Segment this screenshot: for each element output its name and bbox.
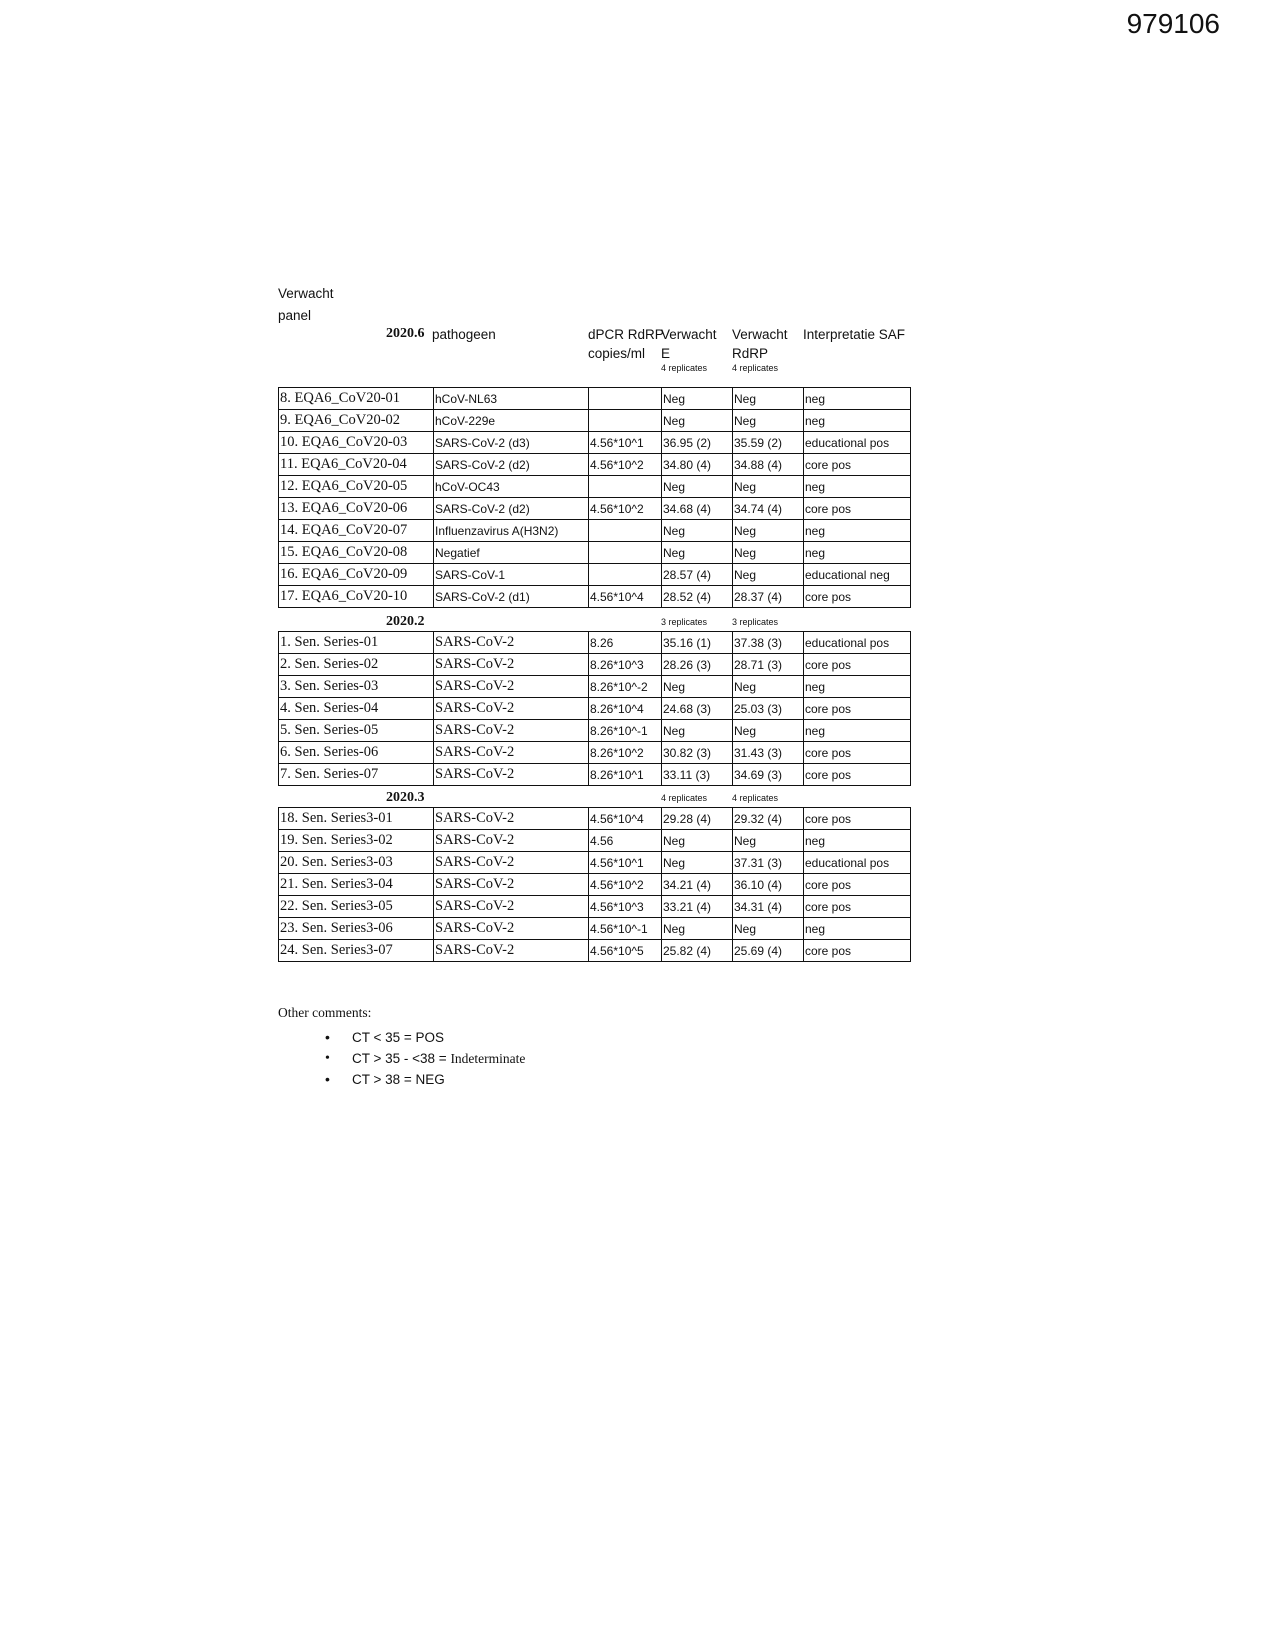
table-row: [279, 720, 911, 742]
comment-text: [352, 1051, 525, 1066]
other-comments: [278, 1005, 525, 1090]
section-2-e-replicates: 3 replicates: [661, 617, 708, 627]
header-e-replicates: 4 replicates: [661, 363, 708, 373]
cell-interpretation: neg: [804, 410, 911, 432]
table-row: [279, 940, 911, 962]
cell-dpcr-copies: 4.56*10^-1: [589, 918, 662, 940]
table-row: [279, 698, 911, 720]
cell-sample-name: 20. Sen. Series3-03: [279, 852, 434, 874]
cell-expected-e: 34.21 (4): [662, 874, 733, 896]
cell-interpretation: neg: [804, 720, 911, 742]
cell-interpretation: core pos: [804, 698, 911, 720]
cell-expected-e: 34.80 (4): [662, 454, 733, 476]
table-row: [279, 654, 911, 676]
cell-expected-e: 33.11 (3): [662, 764, 733, 786]
cell-pathogen: SARS-CoV-2: [434, 676, 589, 698]
cell-dpcr-copies: [589, 410, 662, 432]
cell-expected-rdrp: 29.32 (4): [733, 808, 804, 830]
cell-sample-name: 8. EQA6_CoV20-01: [279, 388, 434, 410]
header-dpcr: [588, 325, 664, 363]
comment-text-part: Indeterminate: [450, 1051, 526, 1066]
cell-interpretation: core pos: [804, 454, 911, 476]
cell-expected-e: 35.16 (1): [662, 632, 733, 654]
cell-sample-name: 21. Sen. Series3-04: [279, 874, 434, 896]
table-row: [279, 632, 911, 654]
table-row: [279, 476, 911, 498]
panel-label-line-2: panel: [278, 308, 312, 323]
table-row: [279, 542, 911, 564]
cell-dpcr-copies: 4.56*10^4: [589, 808, 662, 830]
table-row: [279, 742, 911, 764]
section-3-e-replicates: 4 replicates: [661, 793, 708, 803]
cell-expected-rdrp: Neg: [733, 520, 804, 542]
cell-pathogen: Influenzavirus A(H3N2): [434, 520, 589, 542]
cell-dpcr-copies: 4.56*10^4: [589, 586, 662, 608]
cell-expected-rdrp: Neg: [733, 410, 804, 432]
cell-sample-name: 7. Sen. Series-07: [279, 764, 434, 786]
table-row: [279, 874, 911, 896]
header-rdrp: [732, 325, 788, 374]
section-2-rdrp-replicates: 3 replicates: [732, 617, 779, 627]
cell-interpretation: neg: [804, 388, 911, 410]
cell-dpcr-copies: 8.26*10^2: [589, 742, 662, 764]
cell-pathogen: SARS-CoV-2: [434, 764, 589, 786]
cell-pathogen: hCoV-OC43: [434, 476, 589, 498]
header-dpcr-line-2: copies/ml: [588, 346, 646, 361]
cell-expected-rdrp: Neg: [733, 388, 804, 410]
cell-expected-e: 24.68 (3): [662, 698, 733, 720]
cell-expected-e: Neg: [662, 852, 733, 874]
comments-title: Other comments:: [278, 1005, 372, 1020]
header-e-line-2: E: [661, 346, 671, 361]
cell-pathogen: SARS-CoV-2: [434, 808, 589, 830]
results-table-2020-2: [278, 631, 911, 786]
cell-expected-rdrp: Neg: [733, 476, 804, 498]
cell-interpretation: core pos: [804, 764, 911, 786]
table-row: [279, 454, 911, 476]
cell-dpcr-copies: 8.26*10^-2: [589, 676, 662, 698]
cell-interpretation: core pos: [804, 808, 911, 830]
cell-dpcr-copies: 4.56: [589, 830, 662, 852]
cell-pathogen: SARS-CoV-2: [434, 874, 589, 896]
cell-pathogen: SARS-CoV-2: [434, 742, 589, 764]
cell-interpretation: core pos: [804, 896, 911, 918]
cell-sample-name: 11. EQA6_CoV20-04: [279, 454, 434, 476]
cell-interpretation: educational pos: [804, 432, 911, 454]
cell-interpretation: neg: [804, 830, 911, 852]
table-row: [279, 764, 911, 786]
cell-expected-e: Neg: [662, 830, 733, 852]
cell-dpcr-copies: 4.56*10^3: [589, 896, 662, 918]
cell-interpretation: neg: [804, 676, 911, 698]
cell-interpretation: core pos: [804, 742, 911, 764]
cell-expected-e: Neg: [662, 388, 733, 410]
cell-dpcr-copies: 4.56*10^2: [589, 454, 662, 476]
table-row: [279, 896, 911, 918]
cell-sample-name: 2. Sen. Series-02: [279, 654, 434, 676]
cell-sample-name: 1. Sen. Series-01: [279, 632, 434, 654]
cell-expected-e: 28.26 (3): [662, 654, 733, 676]
header-e: [661, 325, 717, 374]
cell-expected-e: Neg: [662, 918, 733, 940]
cell-expected-rdrp: 35.59 (2): [733, 432, 804, 454]
cell-sample-name: 22. Sen. Series3-05: [279, 896, 434, 918]
cell-interpretation: educational neg: [804, 564, 911, 586]
cell-dpcr-copies: 4.56*10^2: [589, 498, 662, 520]
cell-expected-e: 28.57 (4): [662, 564, 733, 586]
table-row: [279, 918, 911, 940]
cell-interpretation: neg: [804, 476, 911, 498]
cell-dpcr-copies: 8.26: [589, 632, 662, 654]
cell-pathogen: SARS-CoV-2: [434, 698, 589, 720]
comment-text: CT > 38 = NEG: [352, 1072, 445, 1087]
cell-pathogen: SARS-CoV-2: [434, 632, 589, 654]
cell-pathogen: hCoV-229e: [434, 410, 589, 432]
results-table-2020-6: [278, 387, 911, 608]
cell-dpcr-copies: [589, 388, 662, 410]
cell-dpcr-copies: 8.26*10^4: [589, 698, 662, 720]
cell-pathogen: SARS-CoV-2 (d2): [434, 454, 589, 476]
cell-interpretation: educational pos: [804, 632, 911, 654]
cell-expected-rdrp: 34.88 (4): [733, 454, 804, 476]
section-year-2020-2: 2020.2: [386, 614, 425, 629]
comment-item: [278, 1069, 525, 1090]
table-row: [279, 564, 911, 586]
table-row: [279, 830, 911, 852]
cell-expected-rdrp: Neg: [733, 676, 804, 698]
cell-sample-name: 3. Sen. Series-03: [279, 676, 434, 698]
cell-expected-e: 29.28 (4): [662, 808, 733, 830]
bullet-icon: •: [325, 1051, 330, 1066]
cell-interpretation: core pos: [804, 940, 911, 962]
cell-expected-e: 30.82 (3): [662, 742, 733, 764]
cell-expected-rdrp: 34.69 (3): [733, 764, 804, 786]
header-rdrp-replicates: 4 replicates: [732, 363, 779, 373]
cell-expected-e: Neg: [662, 720, 733, 742]
cell-sample-name: 24. Sen. Series3-07: [279, 940, 434, 962]
cell-sample-name: 6. Sen. Series-06: [279, 742, 434, 764]
cell-expected-rdrp: Neg: [733, 564, 804, 586]
section-year-2020-6: 2020.6: [386, 326, 425, 341]
cell-sample-name: 5. Sen. Series-05: [279, 720, 434, 742]
cell-expected-e: Neg: [662, 542, 733, 564]
cell-pathogen: SARS-CoV-2: [434, 852, 589, 874]
panel-label: [278, 283, 334, 327]
results-table-body: [279, 388, 911, 608]
document-number: 979106: [1126, 8, 1220, 39]
cell-expected-rdrp: Neg: [733, 918, 804, 940]
cell-expected-rdrp: 31.43 (3): [733, 742, 804, 764]
header-interpretation: Interpretatie SAF: [803, 327, 906, 342]
cell-dpcr-copies: 8.26*10^-1: [589, 720, 662, 742]
results-table-body: [279, 808, 911, 962]
cell-pathogen: SARS-CoV-2: [434, 940, 589, 962]
bullet-icon: •: [325, 1071, 330, 1087]
cell-expected-rdrp: 37.31 (3): [733, 852, 804, 874]
cell-expected-e: Neg: [662, 676, 733, 698]
cell-sample-name: 17. EQA6_CoV20-10: [279, 586, 434, 608]
comment-item: [278, 1027, 525, 1048]
cell-dpcr-copies: 4.56*10^5: [589, 940, 662, 962]
cell-pathogen: SARS-CoV-2: [434, 918, 589, 940]
cell-expected-rdrp: 36.10 (4): [733, 874, 804, 896]
results-table-body: [279, 632, 911, 786]
cell-dpcr-copies: 8.26*10^1: [589, 764, 662, 786]
cell-expected-rdrp: 37.38 (3): [733, 632, 804, 654]
cell-dpcr-copies: 4.56*10^1: [589, 432, 662, 454]
cell-expected-e: 25.82 (4): [662, 940, 733, 962]
cell-sample-name: 4. Sen. Series-04: [279, 698, 434, 720]
cell-expected-e: 36.95 (2): [662, 432, 733, 454]
header-dpcr-line-1: dPCR RdRP: [588, 327, 664, 342]
cell-sample-name: 15. EQA6_CoV20-08: [279, 542, 434, 564]
cell-expected-rdrp: Neg: [733, 720, 804, 742]
table-row: [279, 586, 911, 608]
table-row: [279, 432, 911, 454]
cell-dpcr-copies: 4.56*10^1: [589, 852, 662, 874]
cell-expected-e: Neg: [662, 410, 733, 432]
cell-sample-name: 12. EQA6_CoV20-05: [279, 476, 434, 498]
section-year-2020-3: 2020.3: [386, 790, 425, 805]
cell-expected-rdrp: 28.71 (3): [733, 654, 804, 676]
cell-sample-name: 13. EQA6_CoV20-06: [279, 498, 434, 520]
cell-dpcr-copies: 8.26*10^3: [589, 654, 662, 676]
cell-pathogen: SARS-CoV-2: [434, 830, 589, 852]
cell-expected-rdrp: 34.31 (4): [733, 896, 804, 918]
cell-sample-name: 18. Sen. Series3-01: [279, 808, 434, 830]
cell-interpretation: neg: [804, 918, 911, 940]
cell-expected-e: 33.21 (4): [662, 896, 733, 918]
table-row: [279, 498, 911, 520]
table-row: [279, 676, 911, 698]
cell-expected-rdrp: 34.74 (4): [733, 498, 804, 520]
header-rdrp-line-2: RdRP: [732, 346, 769, 361]
header-pathogen: pathogeen: [432, 327, 496, 342]
cell-expected-rdrp: Neg: [733, 830, 804, 852]
table-row: [279, 808, 911, 830]
cell-expected-rdrp: 25.69 (4): [733, 940, 804, 962]
cell-pathogen: SARS-CoV-2: [434, 896, 589, 918]
cell-expected-e: Neg: [662, 476, 733, 498]
table-row: [279, 852, 911, 874]
cell-pathogen: SARS-CoV-2: [434, 720, 589, 742]
comment-item: [278, 1048, 525, 1069]
cell-pathogen: SARS-CoV-2 (d2): [434, 498, 589, 520]
cell-pathogen: hCoV-NL63: [434, 388, 589, 410]
cell-expected-e: Neg: [662, 520, 733, 542]
cell-dpcr-copies: 4.56*10^2: [589, 874, 662, 896]
comment-text: CT < 35 = POS: [352, 1030, 445, 1045]
cell-interpretation: core pos: [804, 586, 911, 608]
header-rdrp-line-1: Verwacht: [732, 327, 788, 342]
cell-dpcr-copies: [589, 542, 662, 564]
cell-sample-name: 14. EQA6_CoV20-07: [279, 520, 434, 542]
cell-sample-name: 10. EQA6_CoV20-03: [279, 432, 434, 454]
cell-interpretation: educational pos: [804, 852, 911, 874]
cell-sample-name: 23. Sen. Series3-06: [279, 918, 434, 940]
cell-pathogen: SARS-CoV-2 (d3): [434, 432, 589, 454]
cell-pathogen: SARS-CoV-2 (d1): [434, 586, 589, 608]
table-row: [279, 520, 911, 542]
comments-list: [278, 1027, 525, 1090]
cell-pathogen: Negatief: [434, 542, 589, 564]
cell-interpretation: core pos: [804, 874, 911, 896]
table-row: [279, 388, 911, 410]
cell-dpcr-copies: [589, 476, 662, 498]
cell-expected-rdrp: 25.03 (3): [733, 698, 804, 720]
cell-expected-e: 28.52 (4): [662, 586, 733, 608]
table-row: [279, 410, 911, 432]
cell-interpretation: core pos: [804, 654, 911, 676]
cell-dpcr-copies: [589, 564, 662, 586]
header-e-line-1: Verwacht: [661, 327, 717, 342]
cell-expected-rdrp: Neg: [733, 542, 804, 564]
cell-sample-name: 9. EQA6_CoV20-02: [279, 410, 434, 432]
cell-interpretation: core pos: [804, 498, 911, 520]
cell-interpretation: neg: [804, 542, 911, 564]
cell-pathogen: SARS-CoV-2: [434, 654, 589, 676]
cell-pathogen: SARS-CoV-1: [434, 564, 589, 586]
cell-expected-e: 34.68 (4): [662, 498, 733, 520]
cell-expected-rdrp: 28.37 (4): [733, 586, 804, 608]
results-table-2020-3: [278, 807, 911, 962]
section-3-rdrp-replicates: 4 replicates: [732, 793, 779, 803]
bullet-icon: •: [325, 1029, 330, 1045]
cell-sample-name: 16. EQA6_CoV20-09: [279, 564, 434, 586]
cell-dpcr-copies: [589, 520, 662, 542]
panel-label-line-1: Verwacht: [278, 286, 334, 301]
cell-interpretation: neg: [804, 520, 911, 542]
cell-sample-name: 19. Sen. Series3-02: [279, 830, 434, 852]
comment-text-part: CT > 35 - <38 =: [352, 1051, 451, 1066]
